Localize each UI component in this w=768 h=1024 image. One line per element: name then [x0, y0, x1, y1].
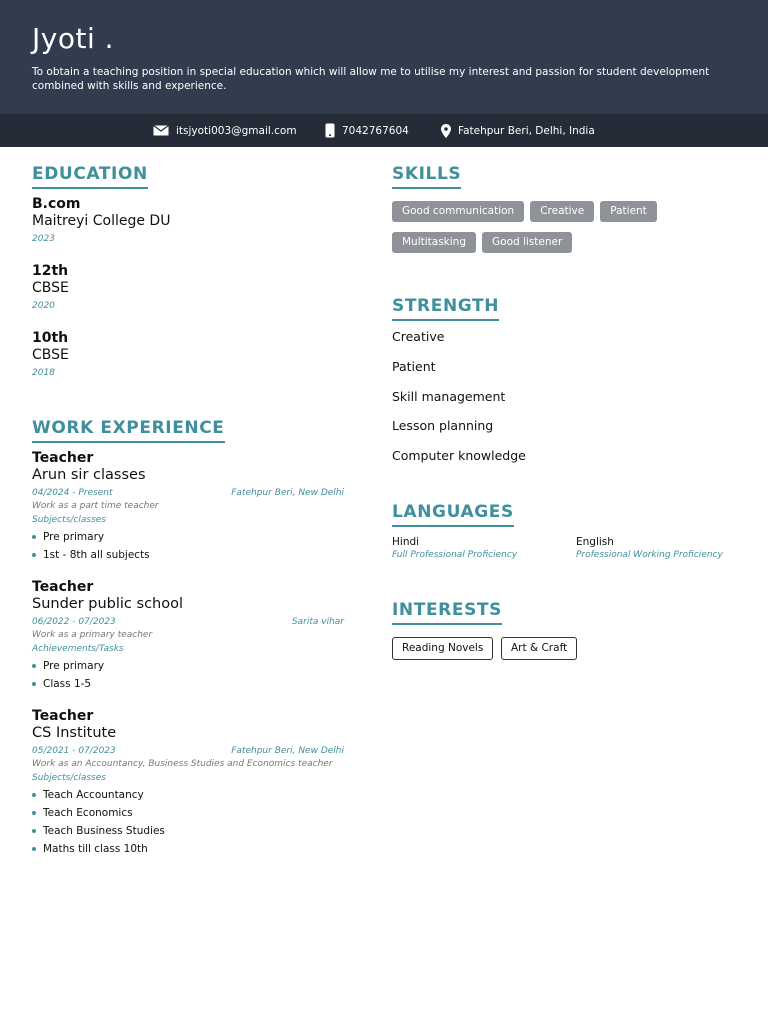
job-task-list [32, 528, 344, 564]
language-level: Professional Working Proficiency [576, 550, 723, 560]
job-subheading: Subjects/classes [32, 773, 106, 783]
strength-item: Skill management [392, 389, 506, 404]
candidate-name: Jyoti . [32, 22, 115, 55]
job-title: Teacher [32, 708, 94, 724]
job-meta [32, 487, 344, 499]
job-description: Work as an Accountancy, Business Studies and Economics teacher [32, 759, 333, 769]
languages-heading: LANGUAGES [392, 502, 514, 527]
list-item: Teach Accountancy [32, 786, 344, 804]
job-dates: 05/2021 - 07/2023 [32, 746, 116, 756]
job-title: Teacher [32, 450, 94, 466]
job-dates: 06/2022 - 07/2023 [32, 617, 116, 627]
interests-heading: INTERESTS [392, 600, 502, 625]
job-location: Fatehpur Beri, New Delhi [231, 746, 344, 756]
contact-email[interactable] [153, 114, 297, 147]
location-text: Fatehpur Beri, Delhi, India [458, 124, 595, 137]
phone-icon [325, 123, 335, 138]
interest-tag: Art & Craft [501, 637, 577, 660]
list-item: Pre primary [32, 528, 344, 546]
job-meta [32, 745, 344, 757]
job-entry [32, 450, 344, 564]
job-location: Fatehpur Beri, New Delhi [231, 488, 344, 498]
language-name: Hindi [392, 536, 420, 548]
job-task-list [32, 657, 344, 693]
education-year: 2023 [32, 234, 55, 244]
job-entry [32, 708, 344, 858]
education-school: Maitreyi College DU [32, 213, 171, 229]
strength-item: Creative [392, 329, 445, 344]
job-meta [32, 616, 344, 628]
skills-heading: SKILLS [392, 164, 461, 189]
education-degree: B.com [32, 196, 81, 212]
job-company: Sunder public school [32, 596, 184, 612]
job-entry [32, 579, 344, 693]
list-item: 1st - 8th all subjects [32, 546, 344, 564]
education-year: 2020 [32, 301, 55, 311]
contact-phone[interactable] [325, 114, 409, 147]
list-item: Teach Economics [32, 804, 344, 822]
job-title: Teacher [32, 579, 94, 595]
education-school: CBSE [32, 347, 69, 363]
list-item: Teach Business Studies [32, 822, 344, 840]
contact-location[interactable] [441, 114, 595, 147]
language-name: English [576, 536, 614, 548]
education-degree: 10th [32, 330, 69, 346]
strength-item: Lesson planning [392, 418, 494, 433]
job-company: Arun sir classes [32, 467, 146, 483]
education-year: 2018 [32, 368, 55, 378]
job-dates: 04/2024 - Present [32, 488, 113, 498]
education-heading: EDUCATION [32, 164, 148, 189]
email-text: itsjyoti003@gmail.com [176, 124, 297, 137]
skill-tag: Good listener [482, 232, 572, 253]
language-level: Full Professional Proficiency [392, 550, 518, 560]
job-company: CS Institute [32, 725, 117, 741]
strength-heading: STRENGTH [392, 296, 499, 321]
job-location: Sarita vihar [291, 617, 344, 627]
skills-row [392, 232, 572, 253]
work-experience-heading: WORK EXPERIENCE [32, 418, 225, 443]
education-school: CBSE [32, 280, 69, 296]
education-degree: 12th [32, 263, 69, 279]
resume-header [0, 0, 768, 114]
job-task-list [32, 786, 344, 858]
career-objective: To obtain a teaching position in special education which will allow me to utilise my interest and passion for student development combined with skills and experience. [32, 66, 710, 92]
job-description: Work as a part time teacher [32, 501, 159, 511]
skills-row [392, 201, 657, 222]
skill-tag: Creative [530, 201, 594, 222]
map-pin-icon [441, 124, 451, 138]
list-item: Class 1-5 [32, 675, 344, 693]
skill-tag: Patient [600, 201, 657, 222]
list-item: Pre primary [32, 657, 344, 675]
list-item: Maths till class 10th [32, 840, 344, 858]
skill-tag: Good communication [392, 201, 524, 222]
job-subheading: Achievements/Tasks [32, 644, 124, 654]
strength-item: Patient [392, 359, 436, 374]
strength-item: Computer knowledge [392, 448, 526, 463]
envelope-icon [153, 125, 169, 136]
skill-tag: Multitasking [392, 232, 476, 253]
phone-text: 7042767604 [342, 124, 409, 137]
contact-bar [0, 114, 768, 147]
job-subheading: Subjects/classes [32, 515, 106, 525]
interest-tag: Reading Novels [392, 637, 493, 660]
job-description: Work as a primary teacher [32, 630, 153, 640]
